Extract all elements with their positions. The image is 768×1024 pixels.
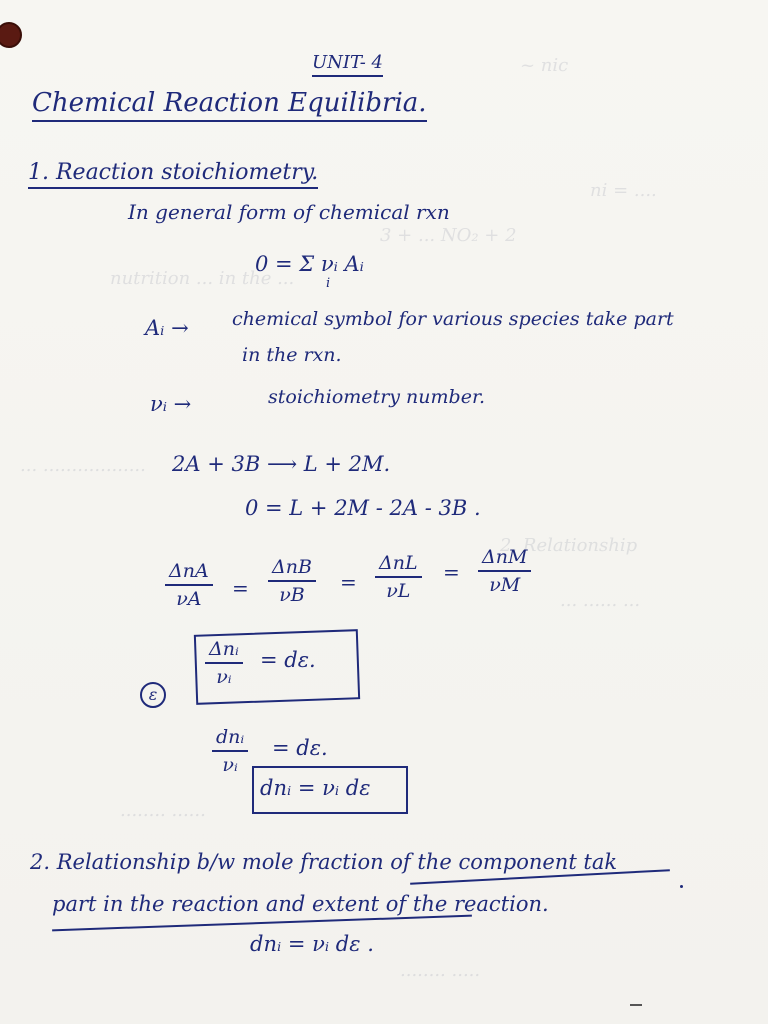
ai-definition: chemical symbol for various species take part [232, 308, 674, 330]
ink-dot [680, 885, 683, 888]
bleed-through-text: 3 + ... NO₂ + 2 [380, 225, 517, 246]
section-1-heading: 1. Reaction stoichiometry. [28, 160, 318, 185]
section-2-heading: 2. Relationship b/w mole fraction of the component tak [30, 850, 618, 874]
bleed-through-text: ........ ..... [400, 960, 481, 981]
extent-fraction: Δnᵢ νᵢ [205, 638, 243, 688]
underline-part-in-reaction [52, 915, 472, 932]
equals-sign: = [232, 576, 249, 600]
bleed-through-text: ... .................. [20, 455, 146, 476]
ratio-fraction-a: ΔnA νA [165, 560, 213, 610]
differential-fraction: dnᵢ νᵢ [212, 726, 248, 776]
pushpin-icon [0, 22, 22, 48]
vi-symbol: νᵢ → [150, 392, 192, 416]
ai-symbol: Aᵢ → [145, 316, 189, 340]
page-title: Chemical Reaction Equilibria. [32, 88, 427, 118]
final-equation: dnᵢ = νᵢ dε [260, 776, 371, 800]
ratio-fraction-b: ΔnB νB [268, 556, 316, 606]
equals-sign: = [340, 570, 357, 594]
ai-definition-cont: in the rxn. [242, 344, 342, 366]
ink-dash [630, 1004, 642, 1006]
example-reaction: 2A + 3B ⟶ L + 2M. [172, 452, 391, 476]
section-2-heading-cont: part in the reaction and extent of the reaction. [52, 892, 549, 916]
example-zero-form: 0 = L + 2M - 2A - 3B . [245, 496, 481, 520]
ratio-fraction-m: ΔnM νM [478, 546, 531, 596]
equals-sign: = [443, 560, 460, 584]
bleed-through-text: ........ ...... [120, 800, 206, 821]
vi-definition: stoichiometry number. [268, 386, 485, 408]
general-form-text: In general form of chemical rxn [128, 200, 450, 224]
bleed-through-text: ni = .... [590, 180, 657, 201]
unit-label: UNIT- 4 [312, 52, 383, 77]
bleed-through-text: ~ nic [520, 55, 569, 76]
bleed-through-text: ... ...... ... [560, 590, 641, 611]
general-equation: 0 = Σ νᵢ Aᵢ [255, 252, 364, 276]
section-2-equation: dnᵢ = νᵢ dε . [250, 932, 374, 956]
extent-rhs: = dε. [260, 648, 316, 672]
differential-rhs: = dε. [272, 736, 328, 760]
bleed-through-text: nutrition ... in the ... [110, 268, 295, 289]
summation-index: i [326, 276, 331, 291]
bleed-through-text: 2. Relationship [500, 535, 638, 556]
ratio-fraction-l: ΔnL νL [375, 552, 422, 602]
extent-circle-mark: ε [140, 682, 166, 708]
